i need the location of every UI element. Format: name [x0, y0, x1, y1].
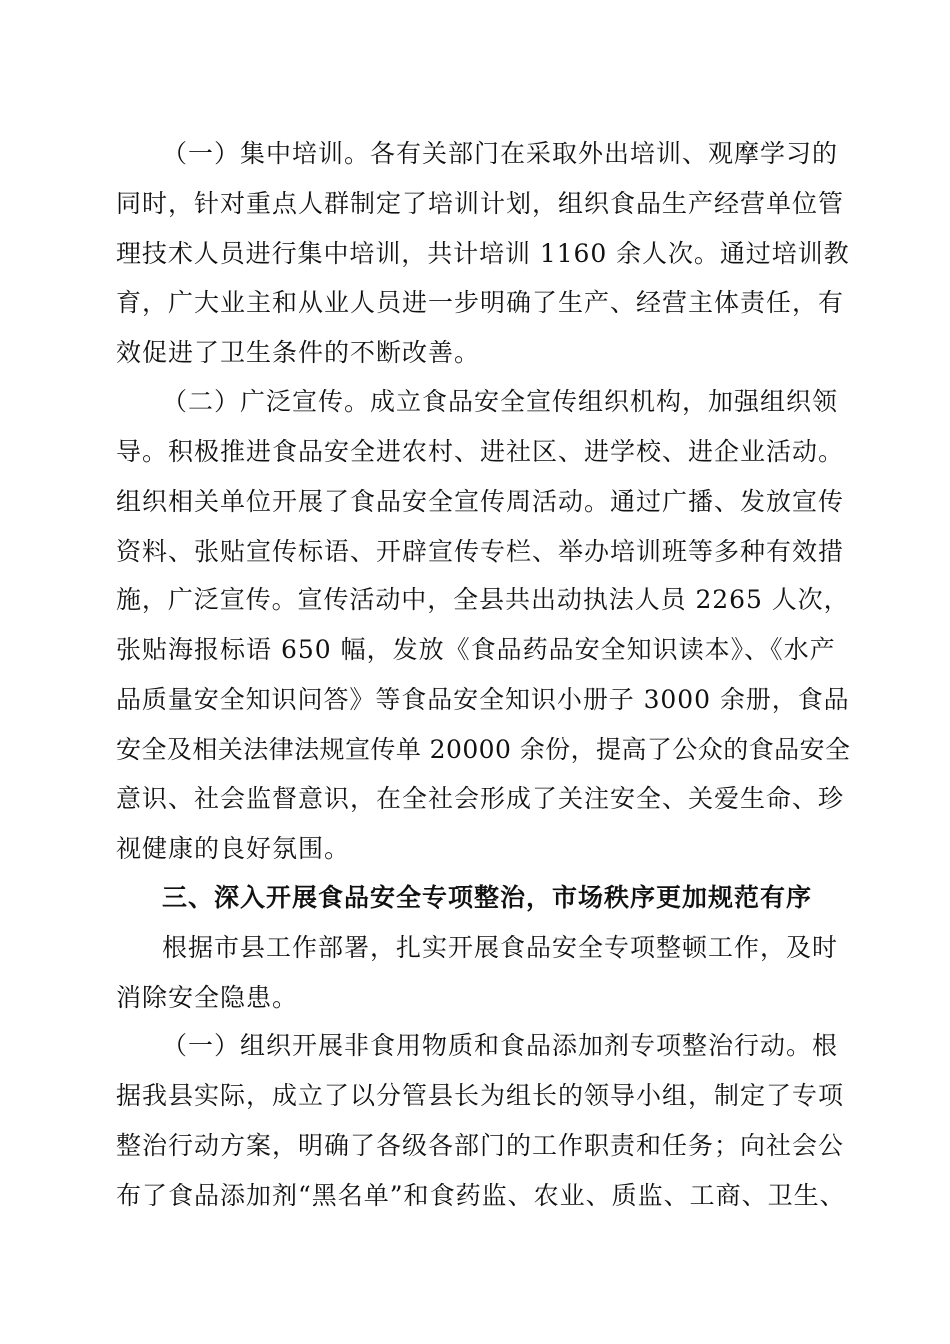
paragraph-line: 据我县实际，成立了以分管县长为组长的领导小组，制定了专项: [116, 1081, 845, 1110]
paragraph-line: 安全及相关法律法规宣传单 20000 余份，提高了公众的食品安全: [116, 735, 851, 764]
paragraph-line: （一）集中培训。各有关部门在采取外出培训、观摩学习的: [162, 139, 839, 168]
paragraph-line: 品质量安全知识问答》等食品安全知识小册子 3000 余册，食品: [116, 685, 850, 714]
paragraph-line: 整治行动方案，明确了各级各部门的工作职责和任务；向社会公: [116, 1131, 845, 1160]
paragraph-line: 理技术人员进行集中培训，共计培训 1160 余人次。通过培训教: [116, 239, 850, 268]
paragraph-line: 组织相关单位开展了食品安全宣传周活动。通过广播、发放宣传: [116, 487, 845, 516]
paragraph-line: 效促进了卫生条件的不断改善。: [116, 338, 481, 367]
paragraph-line: （一）组织开展非食用物质和食品添加剂专项整治行动。根: [162, 1031, 839, 1060]
paragraph-line: 布了食品添加剂“黑名单”和食药监、农业、质监、工商、卫生、: [116, 1181, 846, 1210]
paragraph-line: 同时，针对重点人群制定了培训计划，组织食品生产经营单位管: [116, 189, 845, 218]
section-heading: 三、深入开展食品安全专项整治，市场秩序更加规范有序: [162, 883, 813, 912]
paragraph-line: 育，广大业主和从业人员进一步明确了生产、经营主体责任，有: [116, 288, 845, 317]
paragraph-line: 导。积极推进食品安全进农村、进社区、进学校、进企业活动。: [116, 437, 845, 466]
paragraph-line: 张贴海报标语 650 幅，发放《食品药品安全知识读本》、《水产: [116, 635, 836, 664]
paragraph-line: 根据市县工作部署，扎实开展食品安全专项整顿工作，及时: [162, 933, 839, 962]
paragraph-line: （二）广泛宣传。成立食品安全宣传组织机构，加强组织领: [162, 387, 839, 416]
paragraph-line: 消除安全隐患。: [116, 983, 299, 1012]
paragraph-line: 视健康的良好氛围。: [116, 834, 351, 863]
paragraph-line: 资料、张贴宣传标语、开辟宣传专栏、举办培训班等多种有效措: [116, 537, 845, 566]
paragraph-line: 施，广泛宣传。宣传活动中，全县共出动执法人员 2265 人次，: [116, 585, 850, 614]
paragraph-line: 意识、社会监督意识，在全社会形成了关注安全、关爱生命、珍: [116, 784, 845, 813]
